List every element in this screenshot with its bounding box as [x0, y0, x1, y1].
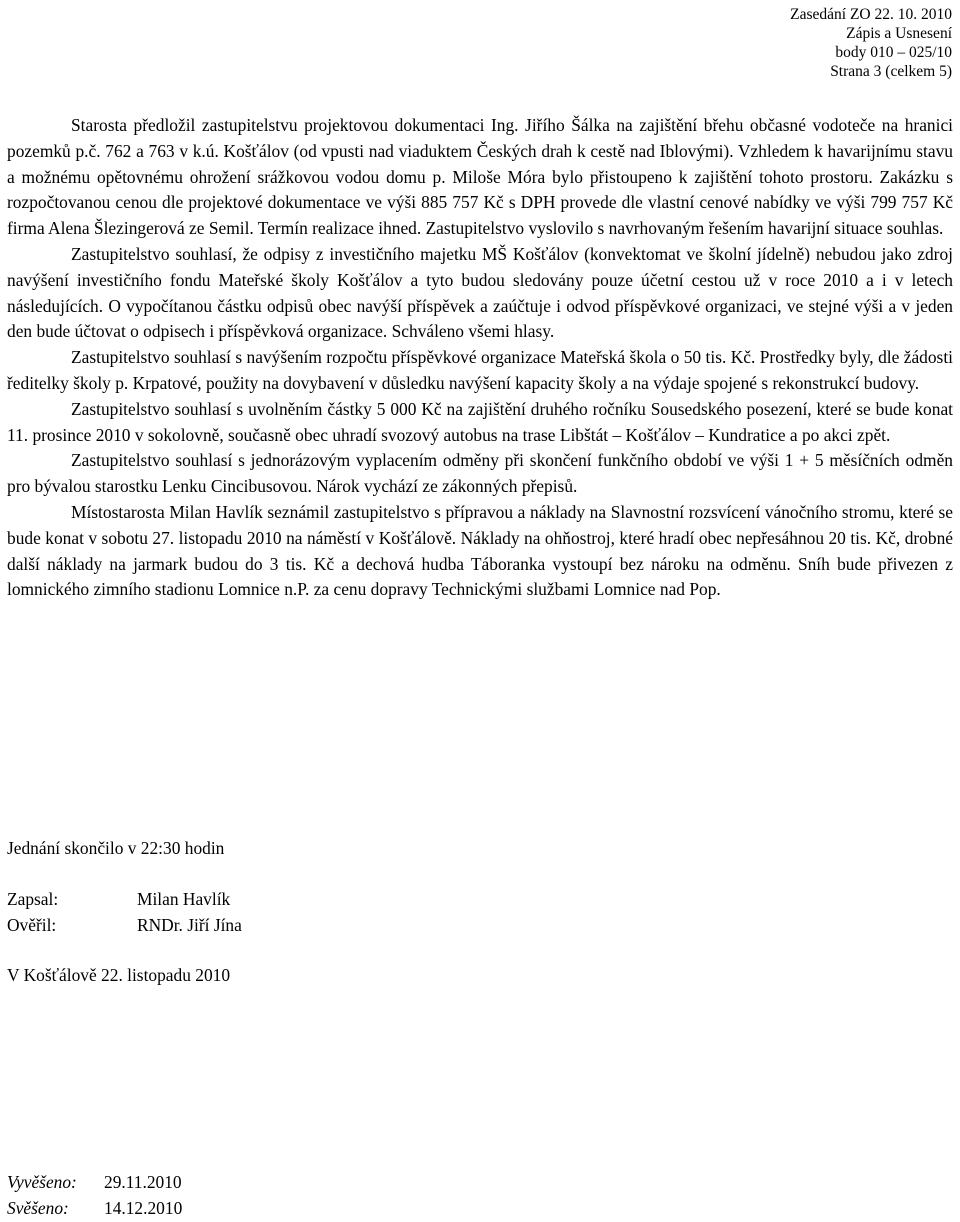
verified-label: Ověřil: — [7, 914, 57, 935]
verified-name: RNDr. Jiří Jína — [137, 914, 242, 935]
posted-row — [7, 1170, 182, 1196]
posting-info — [7, 1170, 182, 1222]
paragraph-riverbank: Starosta předložil zastupitelstvu projektovou dokumentaci Ing. Jiřího Šálka na zajištění břehu občasné vodoteče na hranici pozemků p.č. 762 a 763 v k.ú. Košťálov (od vpusti nad viaduktem Českých drah k cestě nad Iblovými). Vzhledem k havarijnímu stavu a možnému opětovnému ohrožení srážkovou vodou domu p. Miloše Móra bylo přistoupeno k zajištění tohoto prostoru. Zakázku s rozpočtovanou cenou dle projektové dokumentace ve výši 885 757 Kč s DPH provede dle vlastní cenové nabídky ve výši 799 757 Kč firma Alena Šlezingerová ze Semil. Termín realizace ihned. Zastupitelstvo vyslovilo s navrhovaným řešením havarijní situace souhlas. — [7, 115, 953, 239]
posted-label: Vyvěšeno: — [7, 1172, 77, 1192]
removed-label: Svěšeno: — [7, 1197, 69, 1218]
removed-date: 14.12.2010 — [104, 1197, 183, 1218]
document-header — [790, 5, 952, 81]
removed-row — [7, 1196, 182, 1222]
header-items: body 010 – 025/10 — [835, 44, 952, 61]
recorded-name: Milan Havlík — [137, 889, 231, 909]
paragraph-budget-increase: Zastupitelstvo souhlasí s navýšením rozpočtu příspěvkové organizace Mateřská škola o 50 tis. Kč. Prostředky byly, dle žádosti ředitelky školy p. Krpatové, použity na dovybavení v důsledku navýšení kapacity školy a na výdaje spojené s rekonstrukcí budovy. — [7, 347, 953, 393]
header-page-number: Strana 3 (celkem 5) — [830, 63, 952, 80]
header-meeting: Zasedání ZO 22. 10. 2010 — [790, 6, 952, 23]
place-and-date: V Košťálově 22. listopadu 2010 — [7, 965, 231, 985]
paragraph-neighbours-event: Zastupitelstvo souhlasí s uvolněním částky 5 000 Kč na zajištění druhého ročníku Sousedského posezení, které se bude konat 11. prosince 2010 v sokolovně, současně obec uhradí svozový autobus na trase Libštát – Košťálov – Kundratice a po akci zpět. — [7, 398, 953, 445]
posted-date: 29.11.2010 — [104, 1172, 182, 1192]
recorded-label: Zapsal: — [7, 889, 59, 909]
signatures — [7, 887, 242, 939]
paragraph-mayor-bonus: Zastupitelstvo souhlasí s jednorázovým vyplacením odměny při skončení funkčního období ve výši 1 + 5 měsíčních odměn pro bývalou starostku Lenku Cincibusovou. Nárok vychází ze zákonných přepisů. — [7, 450, 953, 497]
header-minutes: Zápis a Usnesení — [846, 25, 952, 42]
verified-row — [7, 913, 242, 939]
meeting-closing: Jednání skončilo v 22:30 hodin — [7, 838, 225, 858]
recorded-row — [7, 887, 242, 913]
paragraph-depreciation: Zastupitelstvo souhlasí, že odpisy z investičního majetku MŠ Košťálov (konvektomat ve školní jídelně) nebudou jako zdroj navýšení investičního fondu Mateřské školy Košťálov a tyto budou sledovány pouze účetní cestou už v roce 2010 a i v letech následujících. O vypočítanou částku odpisů obec navýší příspěvek a zaúčtuje i odvod příspěvkové organizaci, ve stejné výši a v jeden den bude účtovat o odpisech i příspěvková organizace. Schváleno všemi hlasy. — [7, 243, 953, 342]
paragraph-christmas-tree: Místostarosta Milan Havlík seznámil zastupitelstvo s přípravou a náklady na Slavnostní rozsvícení vánočního stromu, které se bude konat v sobotu 27. listopadu 2010 na náměstí v Košťálově. Náklady na ohňostroj, které hradí obec nepřesáhnou 20 tis. Kč, drobné další náklady na jarmark budou do 3 tis. Kč a dechová hudba Táboranka vystoupí bez nároku na odměnu. Sníh bude přivezen z lomnického zimního stadionu Lomnice n.P. za cenu dopravy Technickými službami Lomnice nad Pop. — [7, 501, 953, 600]
document-body — [7, 113, 953, 603]
